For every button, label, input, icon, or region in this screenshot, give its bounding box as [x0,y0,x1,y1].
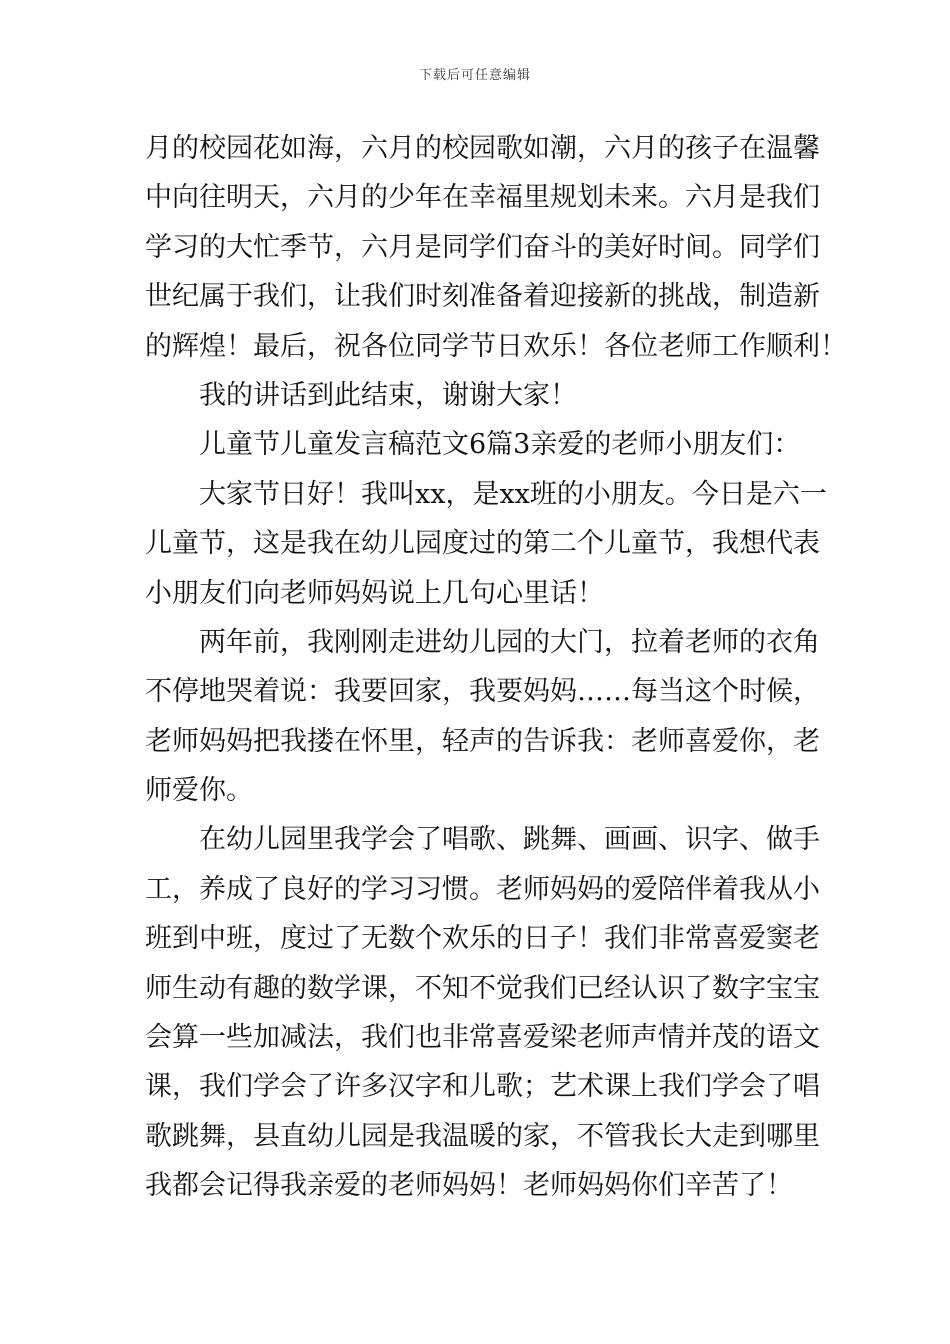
text-line: 不停地哭着说：我要回家，我要妈妈……每当这个时候， [145,676,820,708]
text-line: 歌跳舞，县直幼儿园是我温暖的家，不管我长大走到哪里 [145,1120,820,1152]
text-line: 课，我们学会了许多汉字和儿歌；艺术课上我们学会了唱 [145,1071,820,1103]
text-line: 世纪属于我们，让我们时刻准备着迎接新的挑战，制造新 [145,281,820,313]
text-line: 儿童节儿童发言稿范文6篇3亲爱的老师小朋友们： [199,429,801,461]
text-line: 班到中班，度过了无数个欢乐的日子！我们非常喜爱窦老 [145,923,820,955]
text-line: 的辉煌！最后，祝各位同学节日欢乐！各位老师工作顺利！ [145,330,847,362]
text-line: 师爱你。 [145,775,253,807]
text-line: 工，养成了良好的学习习惯。老师妈妈的爱陪伴着我从小 [145,873,820,905]
document-body [145,124,847,1211]
text-line: 中向往明天，六月的少年在幸福里规划未来。六月是我们 [145,182,820,214]
header-note: 下载后可任意编辑 [418,68,531,83]
text-line: 学习的大忙季节，六月是同学们奋斗的美好时间。同学们 [145,231,820,263]
text-line: 老师妈妈把我搂在怀里，轻声的告诉我：老师喜爱你，老 [145,725,820,757]
text-line: 我都会记得我亲爱的老师妈妈！老师妈妈你们辛苦了！ [145,1170,793,1202]
text-line: 会算一些加减法，我们也非常喜爱梁老师声情并茂的语文 [145,1022,820,1054]
text-line: 月的校园花如海，六月的校园歌如潮，六月的孩子在温馨 [145,133,820,164]
text-line: 大家节日好！我叫xx，是xx班的小朋友。今日是六一 [199,478,827,510]
text-line: 儿童节，这是我在幼儿园度过的第二个儿童节，我想代表 [145,528,820,560]
text-line: 两年前，我刚刚走进幼儿园的大门，拉着老师的衣角 [199,626,820,658]
text-line: 在幼儿园里我学会了唱歌、跳舞、画画、识字、做手 [199,824,820,856]
text-line: 师生动有趣的数学课，不知不觉我们已经认识了数字宝宝 [145,972,820,1004]
text-line: 我的讲话到此结束，谢谢大家！ [199,379,577,411]
text-line: 小朋友们向老师妈妈说上几句心里话！ [145,577,604,609]
